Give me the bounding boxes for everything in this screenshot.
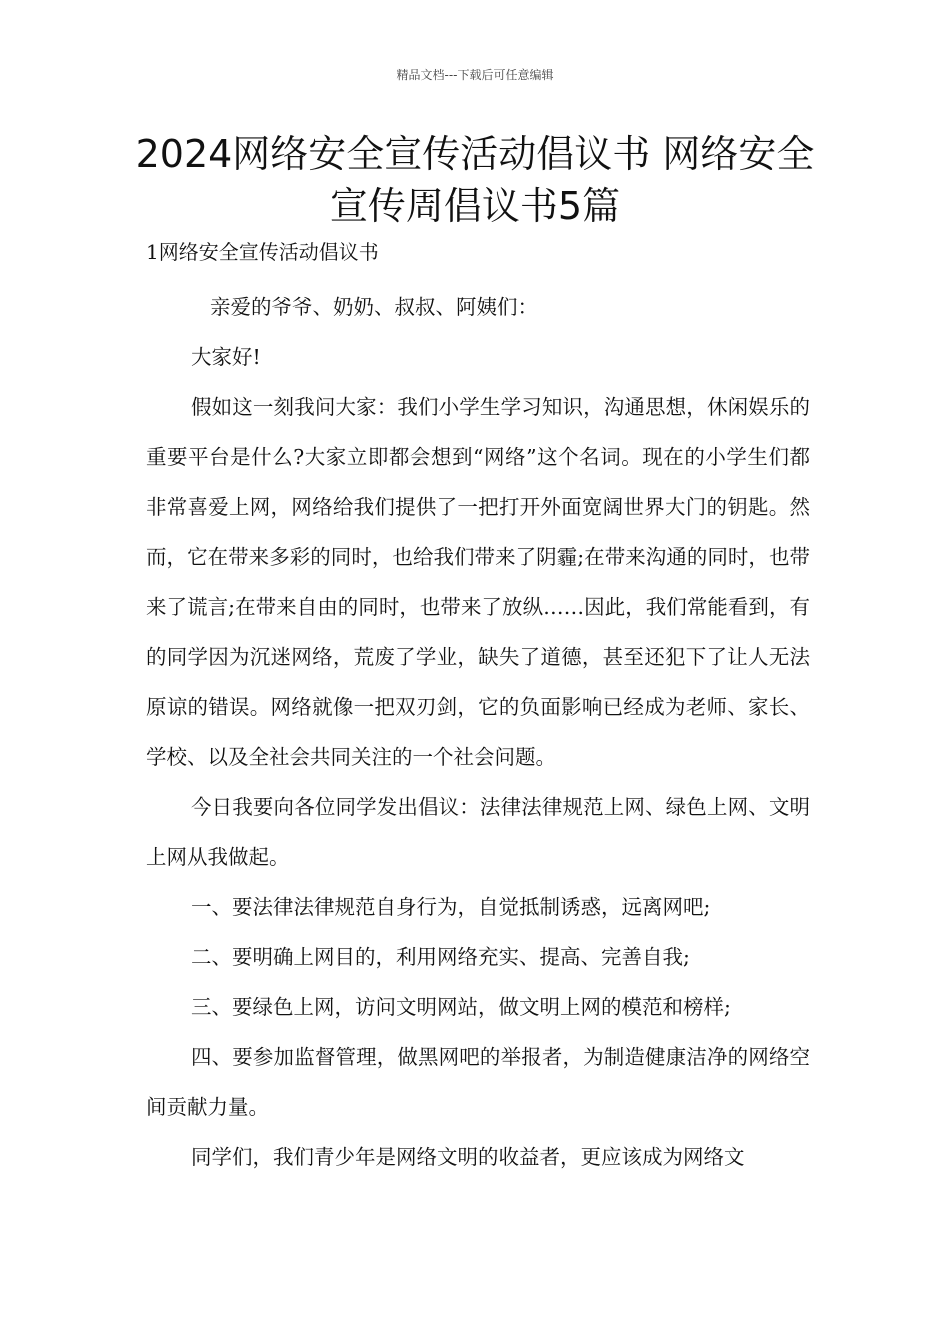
proposal-item: 四、要参加监督管理，做黑网吧的举报者，为制造健康洁净的网络空间贡献力量。 bbox=[146, 1045, 810, 1119]
body-paragraph: 假如这一刻我问大家：我们小学生学习知识，沟通思想，休闲娱乐的重要平台是什么?大家立即都会想到“网络”这个名词。现在的小学生们都非常喜爱上网，网络给我们提供了一把打开外面宽阔世界大门的钥匙。然而，它在带来多彩的同时，也给我们带来了阴霾;在带来沟通的同时，也带来了谎言;在带来自由的同时，也带来了放纵……因此，我们常能看到，有的同学因为沉迷网络，荒废了学业，缺失了道德，甚至还犯下了让人无法原谅的错误。网络就像一把双刃剑，它的负面影响已经成为老师、家长、学校、以及全社会共同关注的一个社会问题。 bbox=[146, 395, 810, 769]
page-header-note: 精品文档---下载后可任意编辑 bbox=[396, 68, 554, 82]
body-paragraph: 同学们，我们青少年是网络文明的收益者，更应该成为网络文 bbox=[191, 1145, 745, 1169]
body-paragraph: 今日我要向各位同学发出倡议：法律法律规范上网、绿色上网、文明上网从我做起。 bbox=[146, 795, 810, 869]
salutation-paragraph: 亲爱的爷爷、奶奶、叔叔、阿姨们： bbox=[210, 295, 538, 319]
proposal-item: 三、要绿色上网，访问文明网站，做文明上网的模范和榜样; bbox=[191, 995, 731, 1019]
proposal-item: 二、要明确上网目的，利用网络充实、提高、完善自我; bbox=[191, 945, 690, 969]
greeting-paragraph: 大家好! bbox=[191, 345, 261, 369]
proposal-item: 一、要法律法律规范自身行为，自觉抵制诱惑，远离网吧; bbox=[191, 895, 711, 919]
section-heading: 1网络安全宣传活动倡议书 bbox=[146, 240, 379, 264]
document-body bbox=[146, 282, 810, 1182]
document-title: 2024网络安全宣传活动倡议书 网络安全宣传周倡议书5篇 bbox=[135, 132, 815, 228]
